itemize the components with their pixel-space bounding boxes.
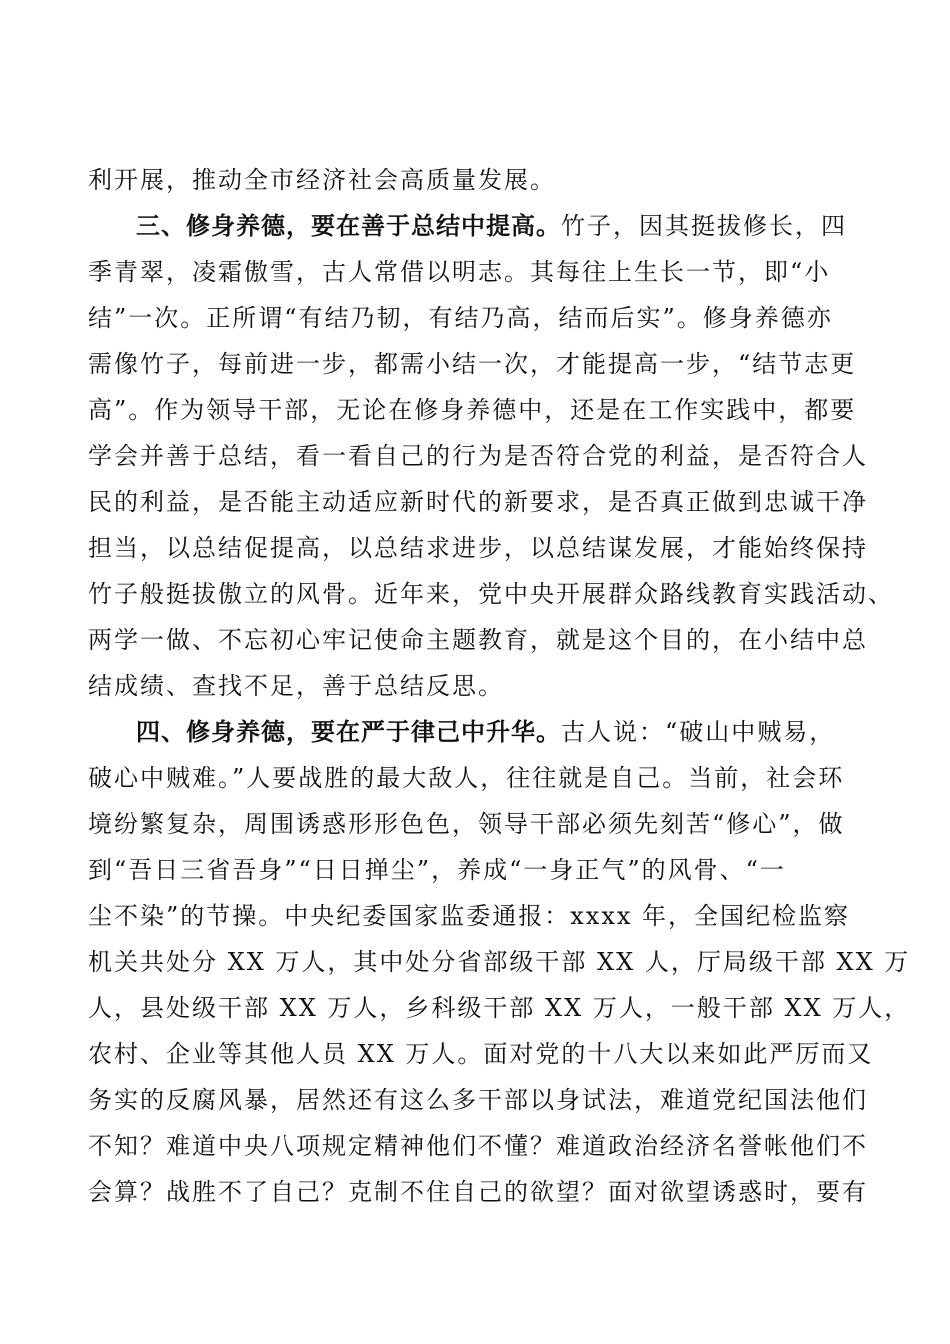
- text-line: 高”。作为领导干部，无论在修身养德中，还是在工作实践中，都要: [88, 396, 857, 424]
- text-line: 农村、企业等其他人员 XX 万人。面对党的十八大以来如此严厉而又: [88, 1040, 874, 1068]
- text-line: 学会并善于总结，看一看自己的行为是否符合党的利益，是否符合人: [88, 442, 868, 470]
- section-heading-line: 三、修身养德，要在善于总结中提高。竹子，因其挺拔修长，四: [136, 212, 847, 240]
- text-line: 破心中贼难。”人要战胜的最大敌人，往往就是自己。当前，社会环: [88, 764, 845, 792]
- text-line: 结”一次。正所谓“有结乃韧，有结乃高，结而后实”。修身养德亦: [88, 304, 833, 332]
- text-line: 民的利益，是否能主动适应新时代的新要求，是否真正做到忠诚干净: [88, 488, 868, 516]
- text-line: 尘不染”的节操。中央纪委国家监委通报：xxxx 年，全国纪检监察: [88, 902, 851, 930]
- text-line: 务实的反腐风暴，居然还有这么多干部以身试法，难道党纪国法他们: [88, 1086, 868, 1114]
- section-heading-line: 四、修身养德，要在严于律己中升华。古人说：“破山中贼易，: [136, 718, 836, 746]
- text-line: 季青翠，凌霜傲雪，古人常借以明志。其每往上生长一节，即“小: [88, 258, 831, 286]
- text-line: 境纷繁复杂，周围诱惑形形色色，领导干部必须先刻苦“修心”，做: [88, 810, 845, 838]
- text-line: 需像竹子，每前进一步，都需小结一次，才能提高一步，“结节志更: [88, 350, 857, 378]
- section-heading: 四、修身养德，要在严于律己中升华。: [136, 718, 561, 746]
- text-line: 利开展，推动全市经济社会高质量发展。: [88, 166, 556, 194]
- section-heading: 三、修身养德，要在善于总结中提高。: [136, 212, 561, 240]
- text-line: 机关共处分 XX 万人，其中处分省部级干部 XX 人，厅局级干部 XX 万: [88, 948, 911, 976]
- text-line: 结成绩、查找不足，善于总结反思。: [88, 672, 504, 700]
- text-line: 到“吾日三省吾身”“日日掸尘”，养成“一身正气”的风骨、“一: [88, 856, 786, 884]
- text-line: 担当，以总结促提高，以总结求进步，以总结谋发展，才能始终保持: [88, 534, 868, 562]
- text-line: 会算？战胜不了自己？克制不住自己的欲望？面对欲望诱惑时，要有: [88, 1178, 868, 1206]
- text-line: 人，县处级干部 XX 万人，乡科级干部 XX 万人，一般干部 XX 万人，: [88, 994, 911, 1022]
- text-line: 不知？难道中央八项规定精神他们不懂？难道政治经济名誉帐他们不: [88, 1132, 868, 1160]
- text-line: 两学一做、不忘初心牢记使命主题教育，就是这个目的，在小结中总: [88, 626, 868, 654]
- text-line: 竹子般挺拔傲立的风骨。近年来，党中央开展群众路线教育实践活动、: [88, 580, 894, 608]
